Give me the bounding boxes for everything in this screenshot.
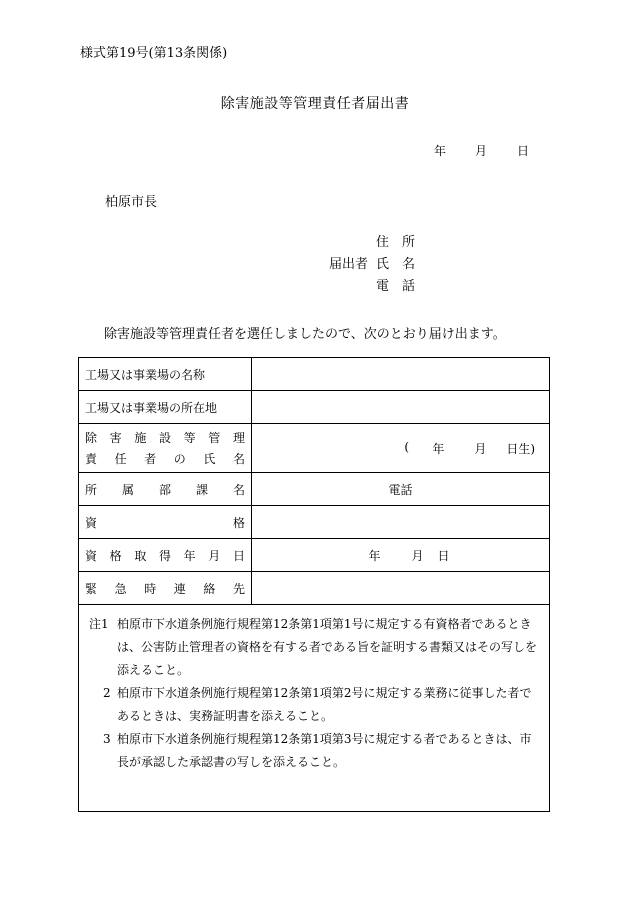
manager-label-line1: 除 害 施 設 等 管 理	[85, 431, 245, 445]
qualification-label: 資 格	[79, 506, 252, 539]
applicant-block	[318, 232, 416, 298]
applicant-address-label: 住 所	[376, 235, 416, 250]
acquired-date-label: 資 格 取 得 年 月 日	[79, 539, 252, 572]
qualification-field[interactable]	[252, 506, 550, 539]
document-title: 除害施設等管理責任者届出書	[220, 96, 410, 112]
factory-location-field[interactable]	[252, 391, 550, 424]
manager-name-label	[79, 424, 252, 473]
department-phone-label: 電話	[388, 482, 413, 497]
applicant-prefix: 届出者	[328, 257, 368, 272]
form-number: 様式第19号(第13条関係)	[80, 46, 228, 61]
intro-text: 除害施設等管理責任者を選任しましたので、次のとおり届け出ます。	[104, 327, 506, 342]
submission-date	[434, 142, 529, 159]
factory-location-label: 工場又は事業場の所在地	[79, 391, 252, 424]
acquired-date-field[interactable]: 年 月 日	[252, 539, 550, 572]
manager-label-line2: 責 任 者 の 氏 名	[85, 452, 245, 466]
birth-date: ( 年 月 日生)	[404, 439, 535, 456]
date-year: 年	[434, 144, 447, 158]
note-item: 3 柏原市下水道条例施行規程第12条第1項第3号に規定する者であるときは、市長が承認した承認書の写しを添えること。	[103, 732, 532, 769]
applicant-name-label: 氏 名	[376, 257, 416, 272]
manager-name-field[interactable]	[252, 424, 550, 473]
department-field[interactable]	[252, 473, 550, 506]
note-item: 2 柏原市下水道条例施行規程第12条第1項第2号に規定する業務に従事した者であるときは、実務証明書を添えること。	[103, 686, 532, 723]
manager-info-table	[78, 357, 550, 812]
date-day: 日	[517, 144, 530, 158]
department-label: 所 属 部 課 名	[79, 473, 252, 506]
applicant-phone-label: 電 話	[376, 279, 416, 294]
date-month: 月	[475, 144, 488, 158]
emergency-contact-field[interactable]	[252, 572, 550, 605]
factory-name-label: 工場又は事業場の名称	[79, 358, 252, 391]
factory-name-field[interactable]	[252, 358, 550, 391]
notes-section	[79, 605, 550, 812]
emergency-contact-label: 緊 急 時 連 絡 先	[79, 572, 252, 605]
note-item: 注1 柏原市下水道条例施行規程第12条第1項第1号に規定する有資格者であるときは、公害防止管理者の資格を有する者である旨を証明する書類又はその写しを添えること。	[89, 617, 538, 677]
addressee: 柏原市長	[105, 195, 158, 210]
